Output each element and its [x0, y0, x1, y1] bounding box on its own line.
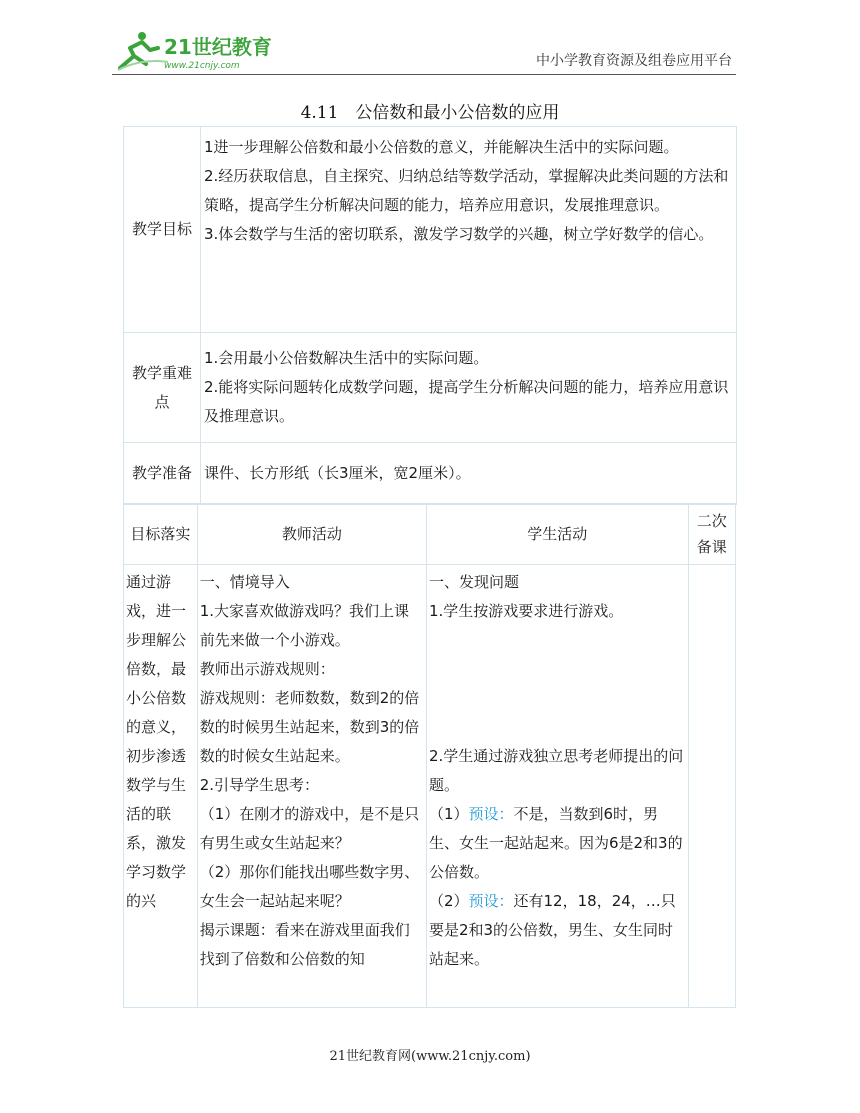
page-title: 4.11 公倍数和最小公倍数的应用 — [300, 103, 560, 123]
content-key-points: 1.会用最小公倍数解决生活中的实际问题。 2.能将实际问题转化成数学问题，提高学生分析解决问题的能力，培养应用意识及推理意识。 — [201, 333, 737, 443]
row-preparation — [124, 443, 737, 505]
prediction-2: （2）预设：还有12，18，24，…只要是2和3的公倍数，男生、女生同时站起来。 — [428, 892, 676, 968]
activity-header-row — [124, 504, 736, 565]
student-activity-cell: 一、发现问题 1.学生按游戏要求进行游戏。 2.学生通过游戏独立思考老师提出的问题。 （1）预设：不是，当数到6时，男生、女生一起站起来。因为6是2和3的公倍数。 （2）预设：还有12，18，24，…只要是2和3的公倍数，男生、女生同时站起来。 — [426, 565, 688, 1008]
info-table — [123, 126, 737, 505]
runner-icon — [118, 32, 168, 70]
activity-body-row — [124, 565, 736, 1008]
row-key-points — [124, 333, 737, 443]
logo-text: 21世纪教育 — [164, 35, 272, 59]
goal-cell: 通过游戏，进一步理解公倍数，最小公倍数的意义，初步渗透数学与生活的联系，激发学习数学的兴 — [124, 565, 198, 1008]
content-teaching-goals: 1进一步理解公倍数和最小公倍数的意义，并能解决生活中的实际问题。 2.经历获取信息，自主探究、归纳总结等数学活动，掌握解决此类问题的方法和策略，提高学生分析解决问题的能力，培养应用意识，发展推理意识。 3.体会数学与生活的密切联系，激发学习数学的兴趣，树立学好数学的信心。 — [201, 127, 737, 333]
platform-name: 中小学教育资源及组卷应用平台 — [536, 53, 732, 69]
row-teaching-goals — [124, 127, 737, 333]
header-goal: 目标落实 — [124, 504, 198, 565]
content-preparation: 课件、长方形纸（长3厘米，宽2厘米）。 — [201, 443, 737, 505]
notes-cell — [688, 565, 735, 1008]
page-footer: 21世纪教育网(www.21cnjy.com) — [329, 1049, 531, 1064]
logo-url: www.21cnjy.com — [164, 61, 240, 71]
header-student: 学生活动 — [426, 504, 688, 565]
site-logo — [112, 28, 282, 72]
label-key-points: 教学重难 点 — [124, 333, 201, 443]
teacher-activity-cell: 一、情境导入 1.大家喜欢做游戏吗？我们上课前先来做一个小游戏。 教师出示游戏规则： 游戏规则：老师数数，数到2的倍数的时候男生站起来，数到3的倍数的时候女生站起来。 2.引导学生思考： （1）在刚才的游戏中，是不是只有男生或女生站起来？ （2）那你们能找出哪些数字男、女生会一起站起来呢？ 揭示课题：看来在游戏里面我们找到了倍数和公倍数的知 — [197, 565, 426, 1008]
activity-table — [123, 503, 736, 1008]
prediction-label: 预设： — [468, 805, 514, 823]
prediction-1: （1）预设：不是，当数到6时，男生、女生一起站起来。因为6是2和3的公倍数。 — [428, 805, 683, 881]
label-preparation: 教学准备 — [124, 443, 201, 505]
prediction-label: 预设： — [468, 892, 514, 910]
label-teaching-goals: 教学目标 — [124, 127, 201, 333]
header-divider — [112, 74, 736, 75]
header-notes: 二次 备课 — [688, 504, 735, 565]
header-teacher: 教师活动 — [197, 504, 426, 565]
